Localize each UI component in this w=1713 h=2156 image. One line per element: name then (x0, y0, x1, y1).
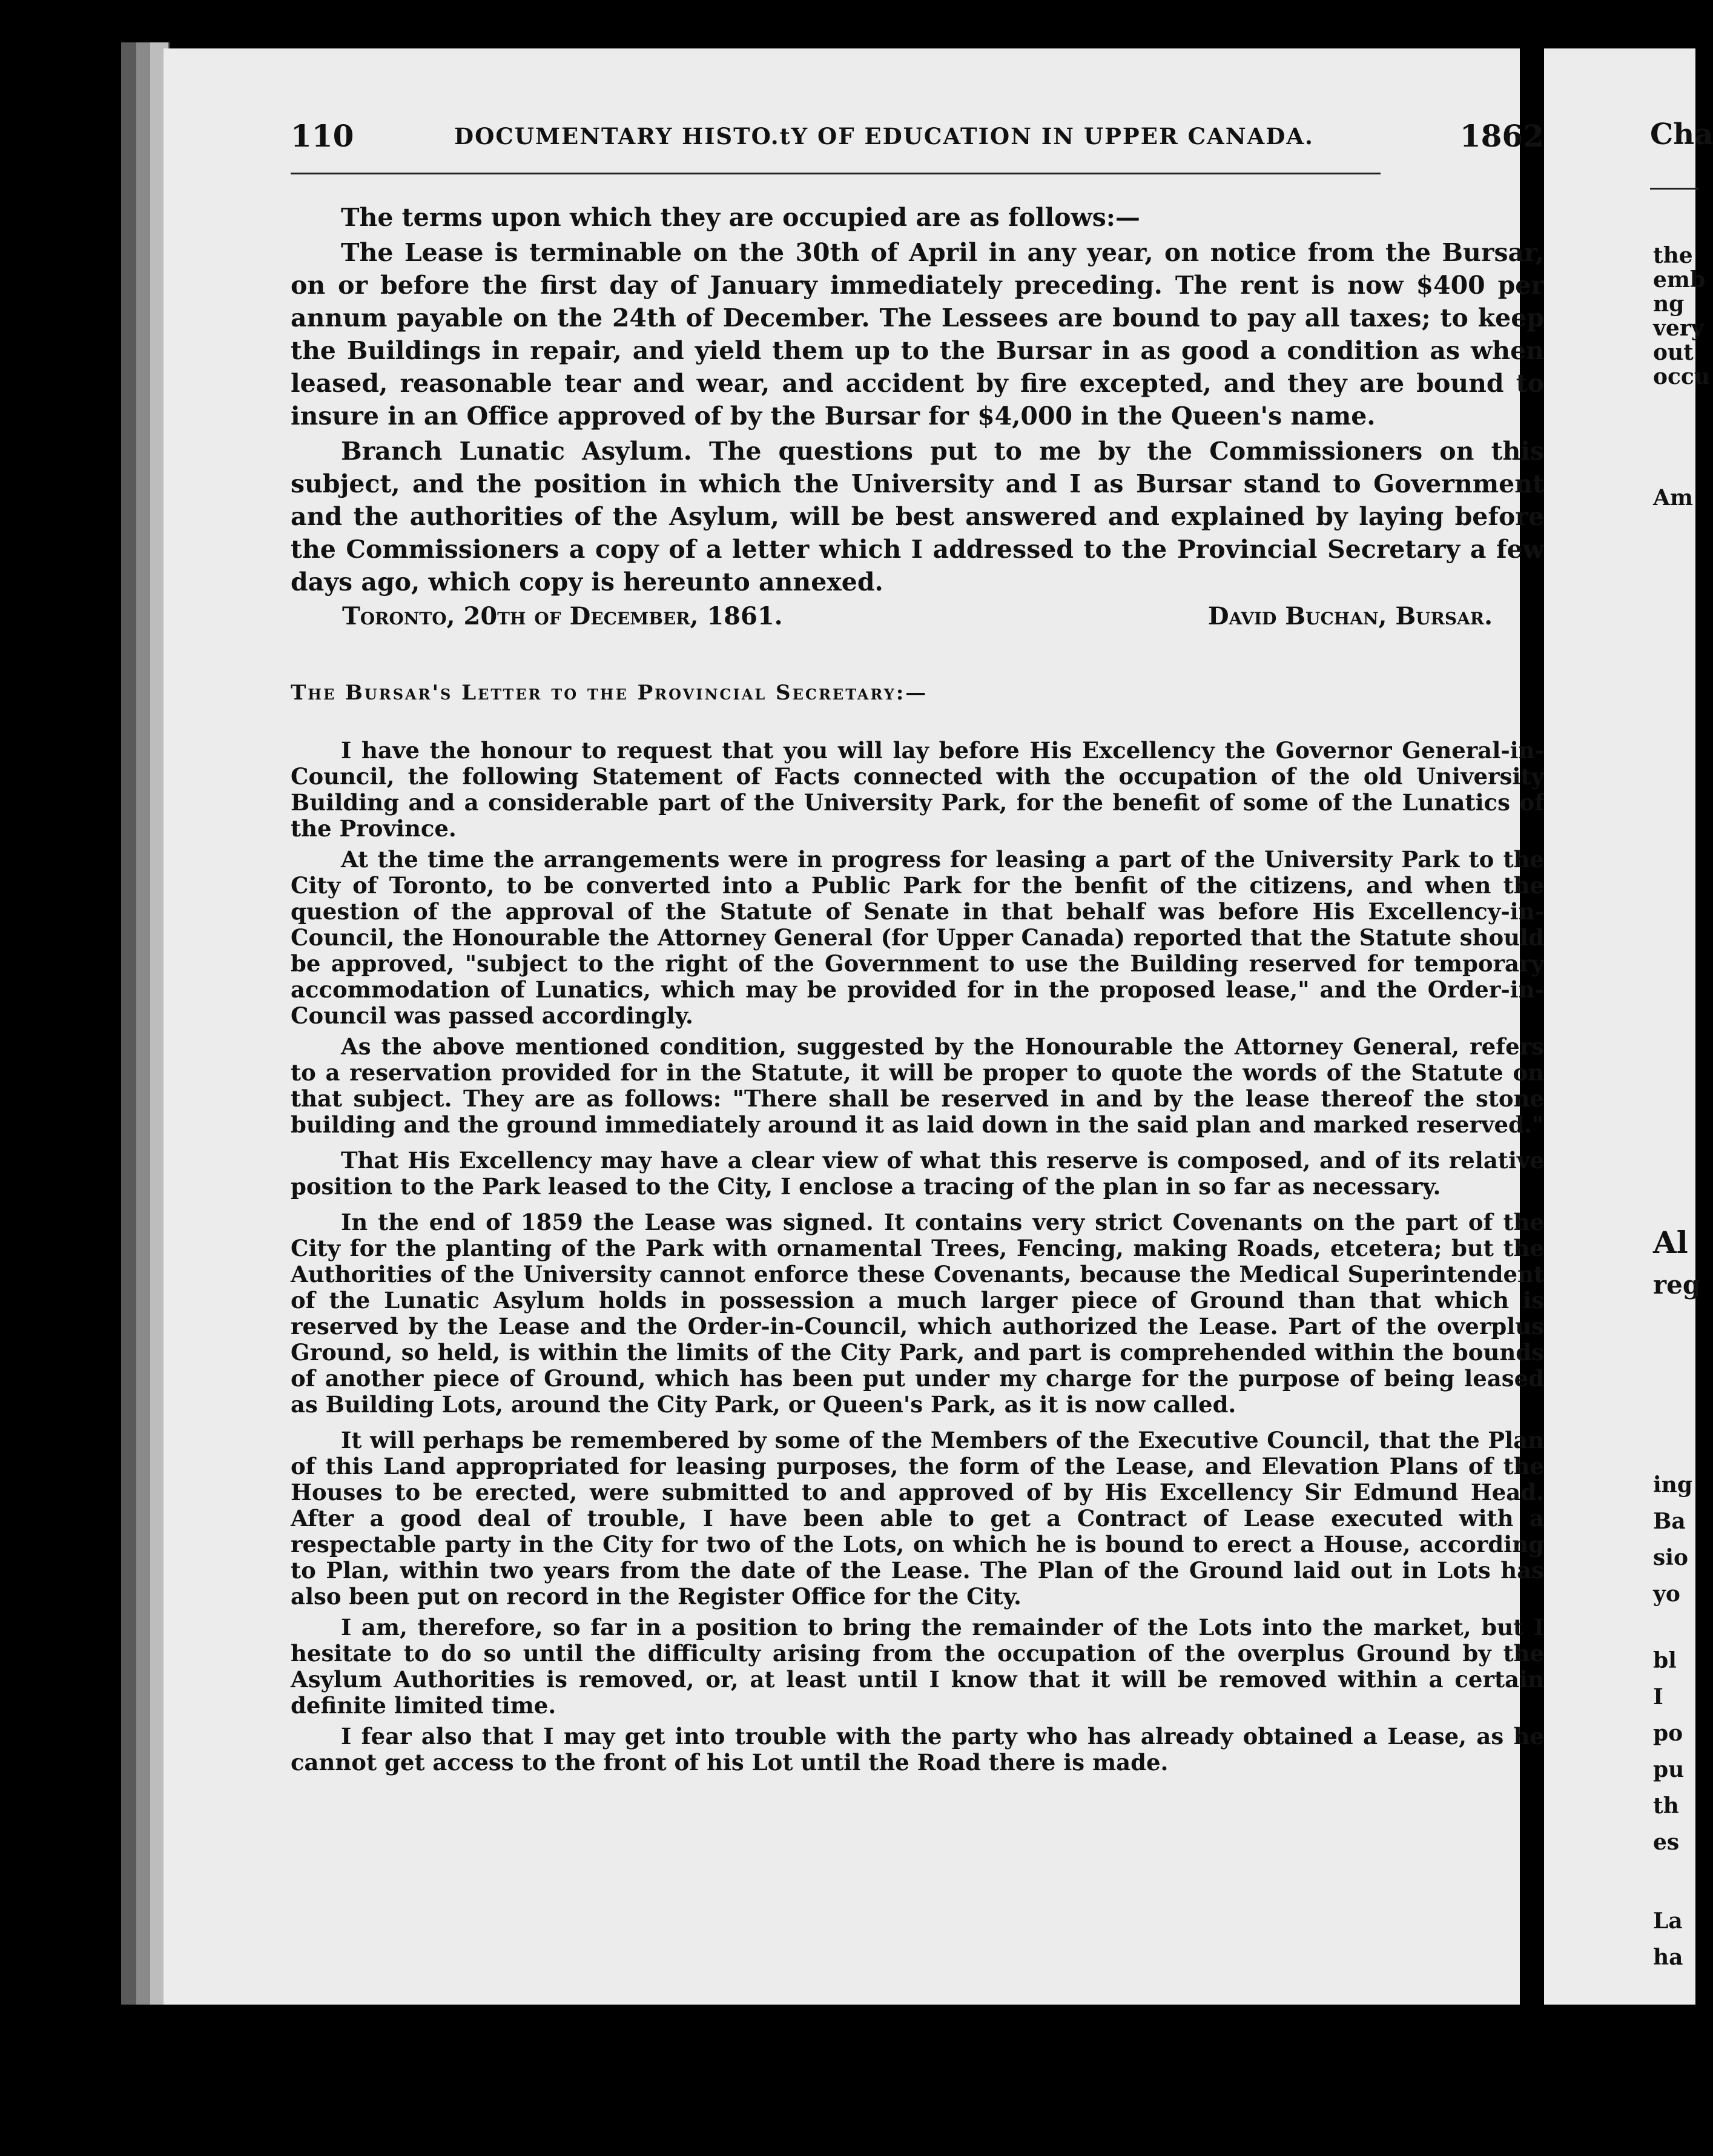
letter-paragraph: I have the honour to request that you will lay before His Excellency the Governor General-in-Council, the following Statement of Facts connected with the occupation of the old University Building and a considerable part of the University Park, for the benefit of some of the Lunatics of the Province. (291, 737, 1544, 842)
letter-paragraph: I am, therefore, so far in a position to bring the remainder of the Lots into the market, but I hesitate to do so until the difficulty arising from the occupation of the overplus Ground by the Asylum Authorities is removed, or, at least until I know that it will be removed within a certain definite limited time. (291, 1614, 1544, 1719)
intro-line: The terms upon which they are occupied are as follows:— (341, 203, 1140, 232)
facing-fragment: ing (1653, 1472, 1693, 1498)
facing-fragment: po (1653, 1721, 1683, 1746)
running-title: DOCUMENTARY HISTO.tY OF EDUCATION IN UPPER CANADA. (454, 123, 1314, 150)
signer: David Buchan, Bursar. (1207, 602, 1493, 630)
asylum-paragraph: Branch Lunatic Asylum. The questions put to me by the Commissioners on this subject, and the position in which the University and I as Bursar stand to Government and the authorities of the Asylum, will be best answered and explained by laying before the Commissioners a copy of a letter which I addressed to the Provincial Secretary a few days ago, which copy is hereunto annexed. (291, 437, 1544, 597)
facing-fragment: ha (1653, 1945, 1683, 1970)
letter-paragraph: In the end of 1859 the Lease was signed. It contains very strict Covenants on the part of the City for the planting of the Park with ornamental Trees, Fencing, making Roads, etcetera; but the Authorities of the University cannot enforce these Covenants, because the Medical Superintendent of the Lunatic Asylum holds in possession a much larger piece of Ground than that which is reserved by the Lease and the Order-in-Council, which authorized the Lease. Part of the overplus Ground, so held, is within the limits of the City Park, and part is comprehended within the bounds of another piece of Ground, which has been put under my charge for the purpose of being leased as Building Lots, around the City Park, or Queen's Park, as it is now called. (291, 1209, 1544, 1418)
left-page (163, 48, 1544, 2005)
letter-paragraph: It will perhaps be remembered by some of the Members of the Executive Council, that the Plan of this Land appropriated for leasing purposes, the form of the Lease, and Elevation Plans of the Houses to be erected, were submitted to and approved of by His Excellency Sir Edmund Head. After a good deal of trouble, I have been able to get a Contract of Lease executed with a respectable party in the City for two of the Lots, on which he is bound to erect a House, according to Plan, within two years from the date of the Lease. The Plan of the Ground laid out in Lots has also been put on record in the Register Office for the City. (291, 1427, 1544, 1610)
section-heading: The Bursar's Letter to the Provincial Secretary:— (291, 681, 928, 705)
facing-header: Cha (1650, 117, 1713, 151)
body-text (291, 201, 1544, 1776)
page-number: 110 (291, 118, 354, 154)
facing-fragment: ng (1653, 291, 1685, 317)
facing-page (1544, 48, 1713, 2005)
header-rule (291, 173, 1381, 174)
letter-paragraph: I fear also that I may get into trouble with the party who has already obtained a Lease, as he cannot get access to the front of his Lot until the Road there is made. (291, 1723, 1544, 1776)
running-header (291, 118, 1544, 167)
facing-fragment: yo (1653, 1581, 1680, 1607)
facing-fragment: th (1653, 1793, 1679, 1819)
facing-fragment: Ba (1653, 1509, 1686, 1534)
facing-fragment: reg (1653, 1270, 1701, 1300)
lease-paragraph: The Lease is terminable on the 30th of April in any year, on notice from the Bursar, on or before the first day of January immediately preceding. The rent is now $400 per annum payable on the 24th of December. The Lessees are bound to pay all taxes; to keep the Buildings in repair, and yield them up to the Bursar in as good a condition as when leased, reasonable tear and wear, and accident by fire excepted, and they are bound to insure in an Office approved of by the Bursar for $4,000 in the Queen's name. (291, 238, 1544, 431)
facing-fragment: La (1653, 1908, 1683, 1934)
place-date: Toronto, 20th of December, 1861. (342, 602, 783, 630)
facing-fragment: pu (1653, 1757, 1685, 1782)
facing-fragment: the (1653, 243, 1693, 268)
signature-line (291, 602, 1544, 638)
facing-fragment: occu (1653, 364, 1711, 389)
letter-paragraph: That His Excellency may have a clear view of what this reserve is composed, and of its relative position to the Park leased to the City, I enclose a tracing of the plan in so far as necessary. (291, 1147, 1544, 1200)
facing-fragment: Am (1653, 485, 1694, 511)
facing-rule (1650, 188, 1698, 190)
facing-fragment: sio (1653, 1545, 1688, 1570)
facing-fragment: emb (1653, 267, 1706, 293)
letter-paragraph: As the above mentioned condition, suggested by the Honourable the Attorney General, refers to a reservation provided for in the Statute, it will be proper to quote the words of the Statute on that subject. They are as follows: "There shall be reserved in and by the lease thereof the stone building and the ground immediately around it as laid down in the said plan and marked reserved." (291, 1033, 1544, 1138)
facing-fragment: I (1653, 1684, 1663, 1710)
facing-fragment: out (1653, 340, 1694, 365)
facing-fragment: es (1653, 1830, 1680, 1855)
header-year: 1862 (1459, 118, 1544, 154)
page-content (291, 118, 1544, 1776)
facing-fragment: very (1653, 316, 1704, 341)
facing-fragment: bl (1653, 1648, 1677, 1673)
letter-paragraph: At the time the arrangements were in progress for leasing a part of the University Park to the City of Toronto, to be converted into a Public Park for the benfit of the citizens, and when the question of the approval of the Statute of Senate in that behalf was before His Excellency-in-Council, the Honourable the Attorney General (for Upper Canada) reported that the Statute should be approved, "subject to the right of the Government to use the Building reserved for temporary accommodation of Lunatics, which may be provided for in the proposed lease," and the Order-in-Council was passed accordingly. (291, 846, 1544, 1029)
facing-fragment: Al (1653, 1225, 1688, 1260)
